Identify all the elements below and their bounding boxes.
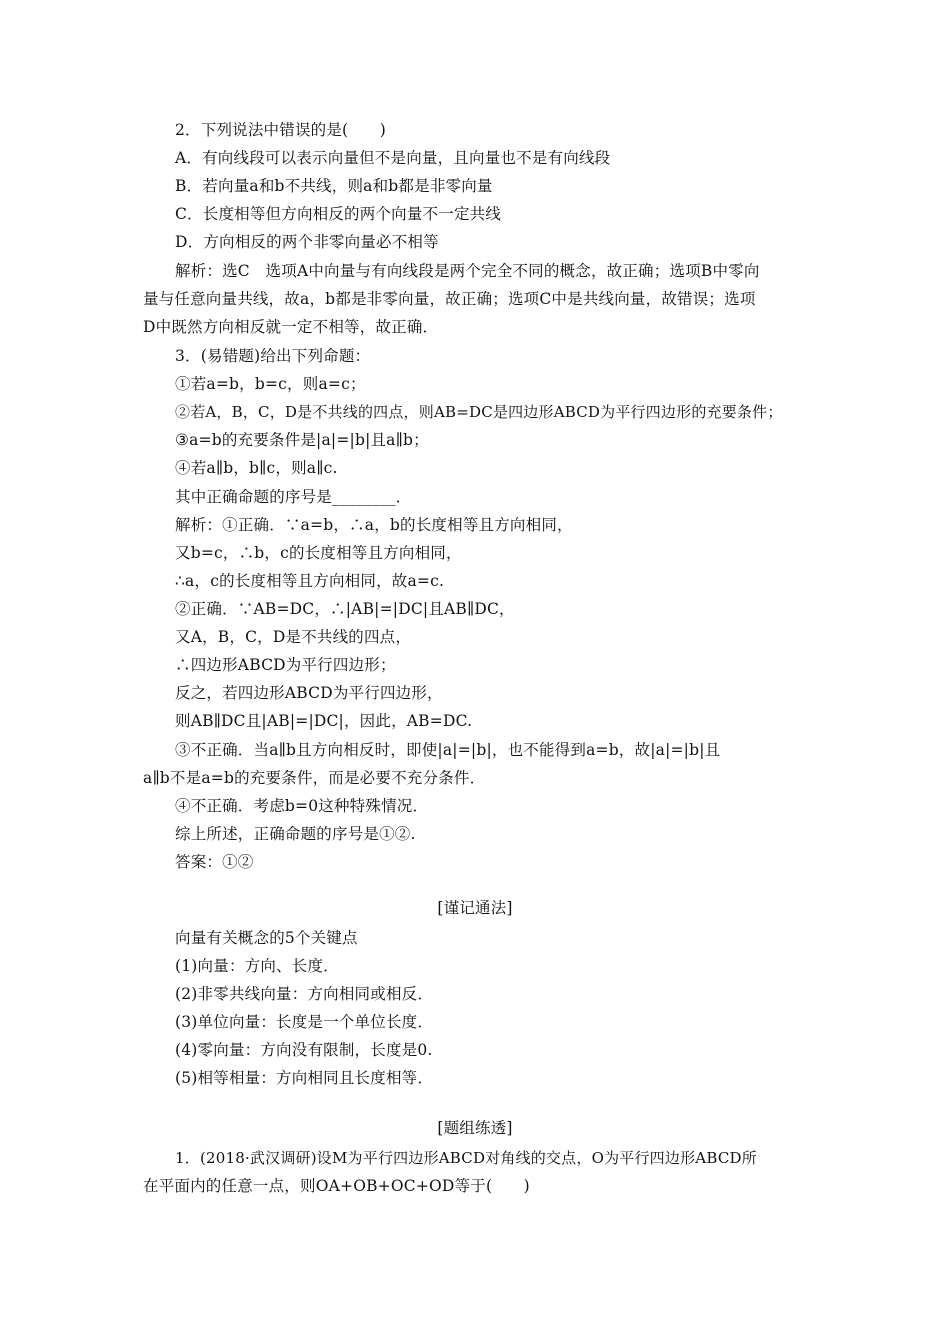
- method-item: (2)非零共线向量：方向相同或相反．: [175, 985, 434, 1003]
- question-2-option-d: D．方向相反的两个非零向量必不相等: [175, 233, 439, 251]
- question-3-analysis-line: 综上所述，正确命题的序号是①②.: [175, 825, 416, 843]
- question-2-option-c: C．长度相等但方向相反的两个向量不一定共线: [175, 205, 502, 223]
- question-2-analysis-line: 量与任意向量共线，故a，b都是非零向量，故正确；选项C中是共线向量，故错误；选项: [143, 290, 756, 308]
- method-item: (4)零向量：方向没有限制，长度是0.: [175, 1041, 433, 1059]
- question-2-analysis-line: 解析：选C 选项A中向量与有向线段是两个完全不同的概念，故正确；选项B中零向: [175, 262, 760, 280]
- question-3-answer: 答案：①②: [175, 853, 254, 871]
- question-3-analysis-line: a∥b不是a=b的充要条件，而是必要不充分条件．: [143, 769, 486, 787]
- practice-question-1-line: 在平面内的任意一点，则OA+OB+OC+OD等于( ): [143, 1177, 530, 1195]
- method-item: (5)相等相量：方向相同且长度相等．: [175, 1069, 434, 1087]
- question-3-analysis-line: 则AB∥DC且|AB|=|DC|，因此，AB=DC.: [175, 712, 473, 730]
- question-3-analysis-line: 解析：①正确．∵a=b，∴a，b的长度相等且方向相同，: [175, 516, 573, 534]
- question-2-analysis-line: D中既然方向相反就一定不相等，故正确．: [143, 318, 439, 336]
- question-3-proposition: ④若a∥b，b∥c，则a∥c.: [175, 459, 338, 477]
- question-2-option-b: B．若向量a和b不共线，则a和b都是非零向量: [175, 177, 493, 195]
- method-item: (1)向量：方向、长度．: [175, 957, 339, 975]
- question-3-analysis-line: ④不正确．考虑b=0这种特殊情况．: [175, 797, 429, 815]
- method-section-title: [谨记通法]: [437, 899, 513, 917]
- question-3-analysis-line: ∴a，c的长度相等且方向相同，故a=c.: [175, 572, 445, 590]
- question-3-proposition: ①若a=b，b=c，则a=c；: [175, 375, 366, 393]
- method-subtitle: 向量有关概念的5个关键点: [175, 929, 358, 947]
- practice-section-title: [题组练透]: [437, 1119, 513, 1137]
- question-3-question: 其中正确命题的序号是________．: [175, 488, 412, 506]
- question-3-analysis-line: 又b=c，∴b，c的长度相等且方向相同，: [175, 544, 462, 562]
- practice-question-1-line: 1．(2018·武汉调研)设M为平行四边形ABCD对角线的交点，O为平行四边形ABCD所: [175, 1149, 757, 1167]
- question-3-analysis-line: ∴四边形ABCD为平行四边形；: [175, 656, 396, 674]
- question-3-proposition: ②若A，B，C，D是不共线的四点，则AB=DC是四边形ABCD为平行四边形的充要条件；: [175, 403, 783, 421]
- question-3-analysis-line: 反之，若四边形ABCD为平行四边形，: [175, 684, 443, 702]
- question-2-option-a: A．有向线段可以表示向量但不是向量，且向量也不是有向线段: [175, 149, 611, 167]
- question-2-stem: 2．下列说法中错误的是( ): [175, 121, 386, 139]
- question-3-analysis-line: ②正确．∵AB=DC，∴|AB|=|DC|且AB∥DC，: [175, 600, 515, 618]
- question-3-stem: 3．(易错题)给出下列命题：: [175, 347, 371, 365]
- question-3-proposition: ③a=b的充要条件是|a|=|b|且a∥b；: [175, 431, 429, 449]
- method-item: (3)单位向量：长度是一个单位长度．: [175, 1013, 434, 1031]
- question-3-analysis-line: ③不正确．当a∥b且方向相反时，即使|a|=|b|，也不能得到a=b，故|a|=|b|且: [175, 741, 721, 759]
- question-3-analysis-line: 又A，B，C，D是不共线的四点，: [175, 628, 412, 646]
